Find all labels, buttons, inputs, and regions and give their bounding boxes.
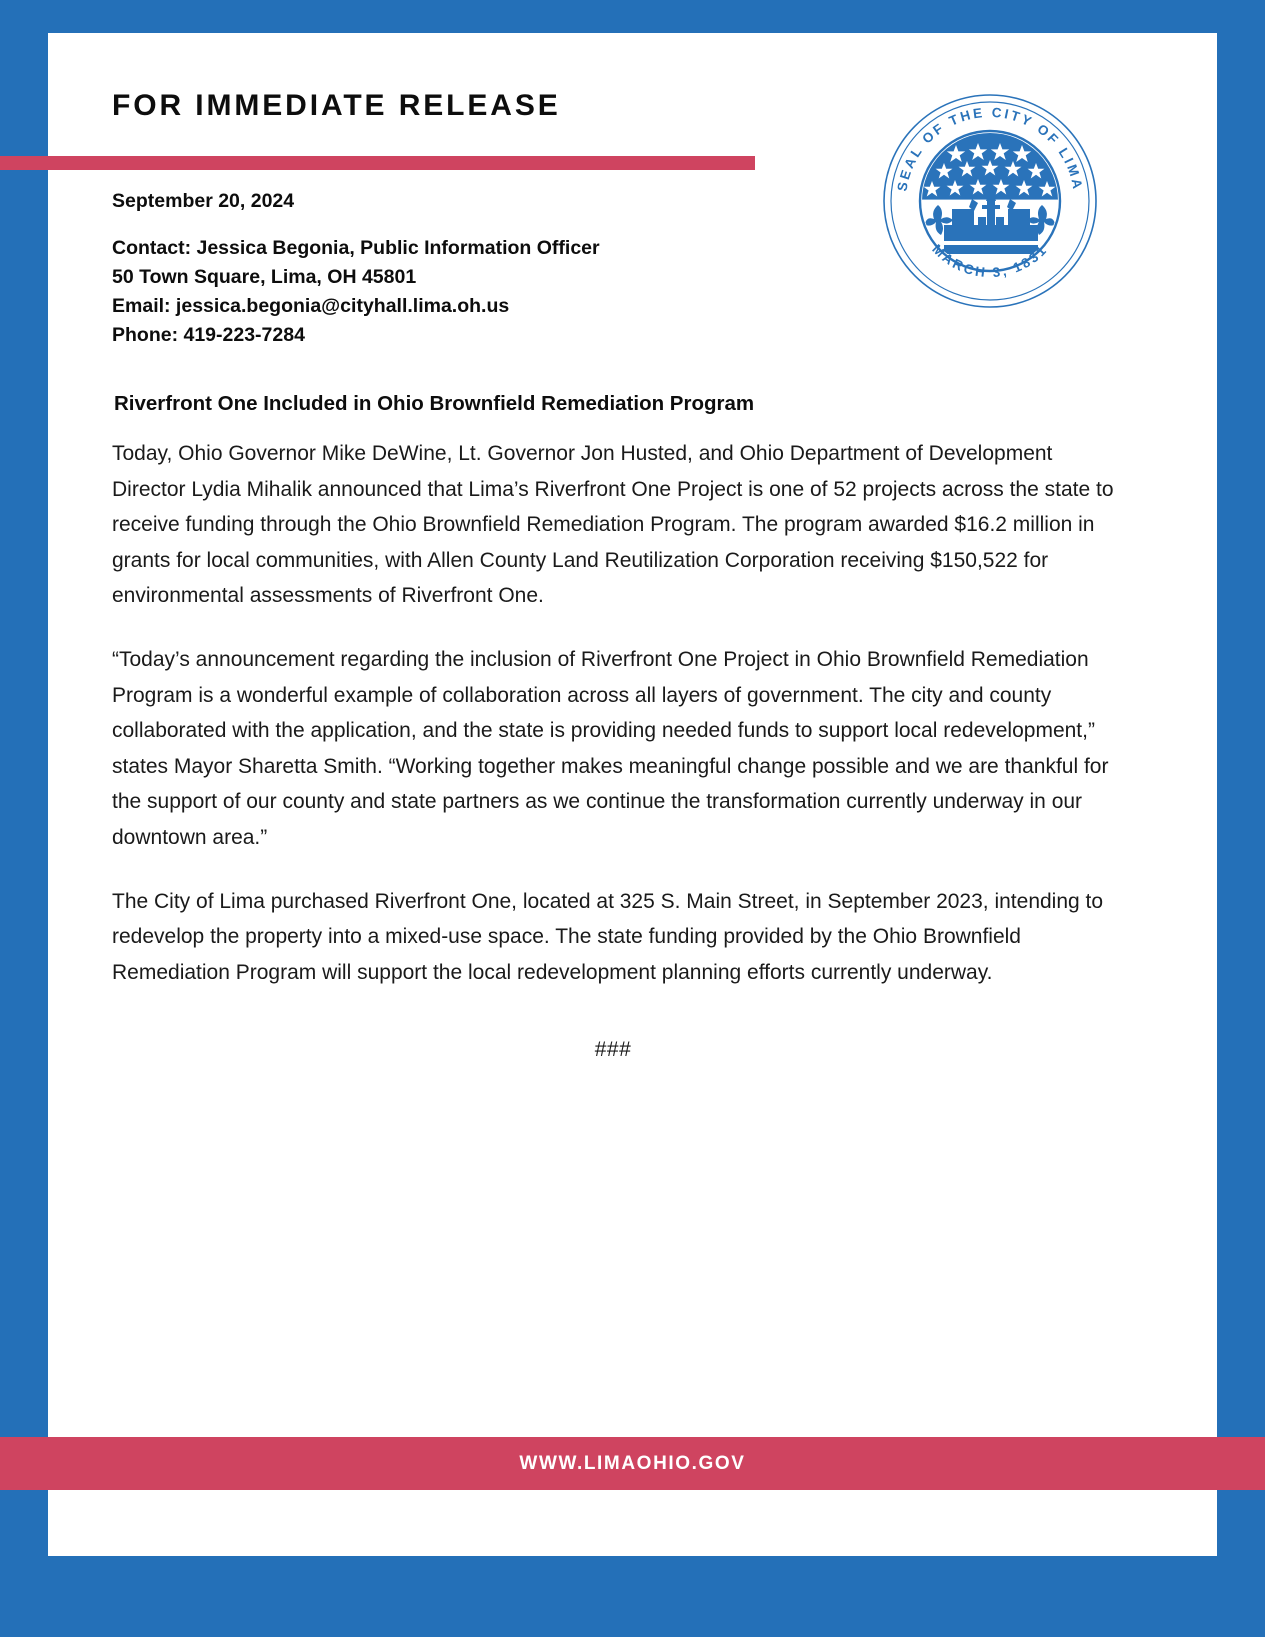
contact-email-line: Email: jessica.begonia@cityhall.lima.oh.us — [112, 295, 510, 317]
page-title: FOR IMMEDIATE RELEASE — [112, 89, 561, 122]
svg-text:MARCH 3, 1831: MARCH 3, 1831 — [929, 241, 1051, 281]
footer-bar — [0, 1437, 1265, 1490]
release-date: September 20, 2024 — [112, 190, 295, 212]
footer-website-url[interactable]: WWW.LIMAOHIO.GOV — [519, 1452, 746, 1474]
svg-text:SEAL OF THE CITY OF LIMA: SEAL OF THE CITY OF LIMA — [894, 104, 1086, 193]
end-of-release-mark: ### — [594, 1038, 632, 1061]
release-headline: Riverfront One Included in Ohio Brownfield Remediation Program — [114, 392, 755, 415]
contact-phone-line: Phone: 419-223-7284 — [112, 324, 305, 346]
contact-name-line: Contact: Jessica Begonia, Public Information Officer — [112, 237, 600, 259]
release-body — [112, 436, 1114, 990]
contact-address-line: 50 Town Square, Lima, OH 45801 — [112, 266, 417, 288]
body-paragraph-3: The City of Lima purchased Riverfront One, located at 325 S. Main Street, in September 2023, intending to redevelop the property into a mixed-use space. The state funding provided by the Ohio Brownfield Remediation Program will support the local redevelopment planning efforts currently underway. — [112, 889, 1104, 984]
city-of-lima-seal-icon — [882, 93, 1098, 309]
body-paragraph-2: “Today’s announcement regarding the inclusion of Riverfront One Project in Ohio Brownfield Remediation Program is a wonderful example of collaboration across all layers of government. The city and county collaborated with the application, and the state is providing needed funds to support local redevelopment,” states Mayor Sharetta Smith. “Working together makes meaningful change possible and we are thankful for the support of our county and state partners as we continue the transformation currently underway in our downtown area.” — [112, 647, 1109, 849]
body-paragraph-1: Today, Ohio Governor Mike DeWine, Lt. Governor Jon Husted, and Ohio Department of Development Director Lydia Mihalik announced that Lima’s Riverfront One Project is one of 52 projects across the state to receive funding through the Ohio Brownfield Remediation Program. The program awarded $16.2 million in grants for local communities, with Allen County Land Reutilization Corporation receiving $150,522 for environmental assessments of Riverfront One. — [112, 442, 1114, 608]
release-meta-block — [112, 188, 872, 350]
header-accent-rule — [0, 156, 755, 170]
